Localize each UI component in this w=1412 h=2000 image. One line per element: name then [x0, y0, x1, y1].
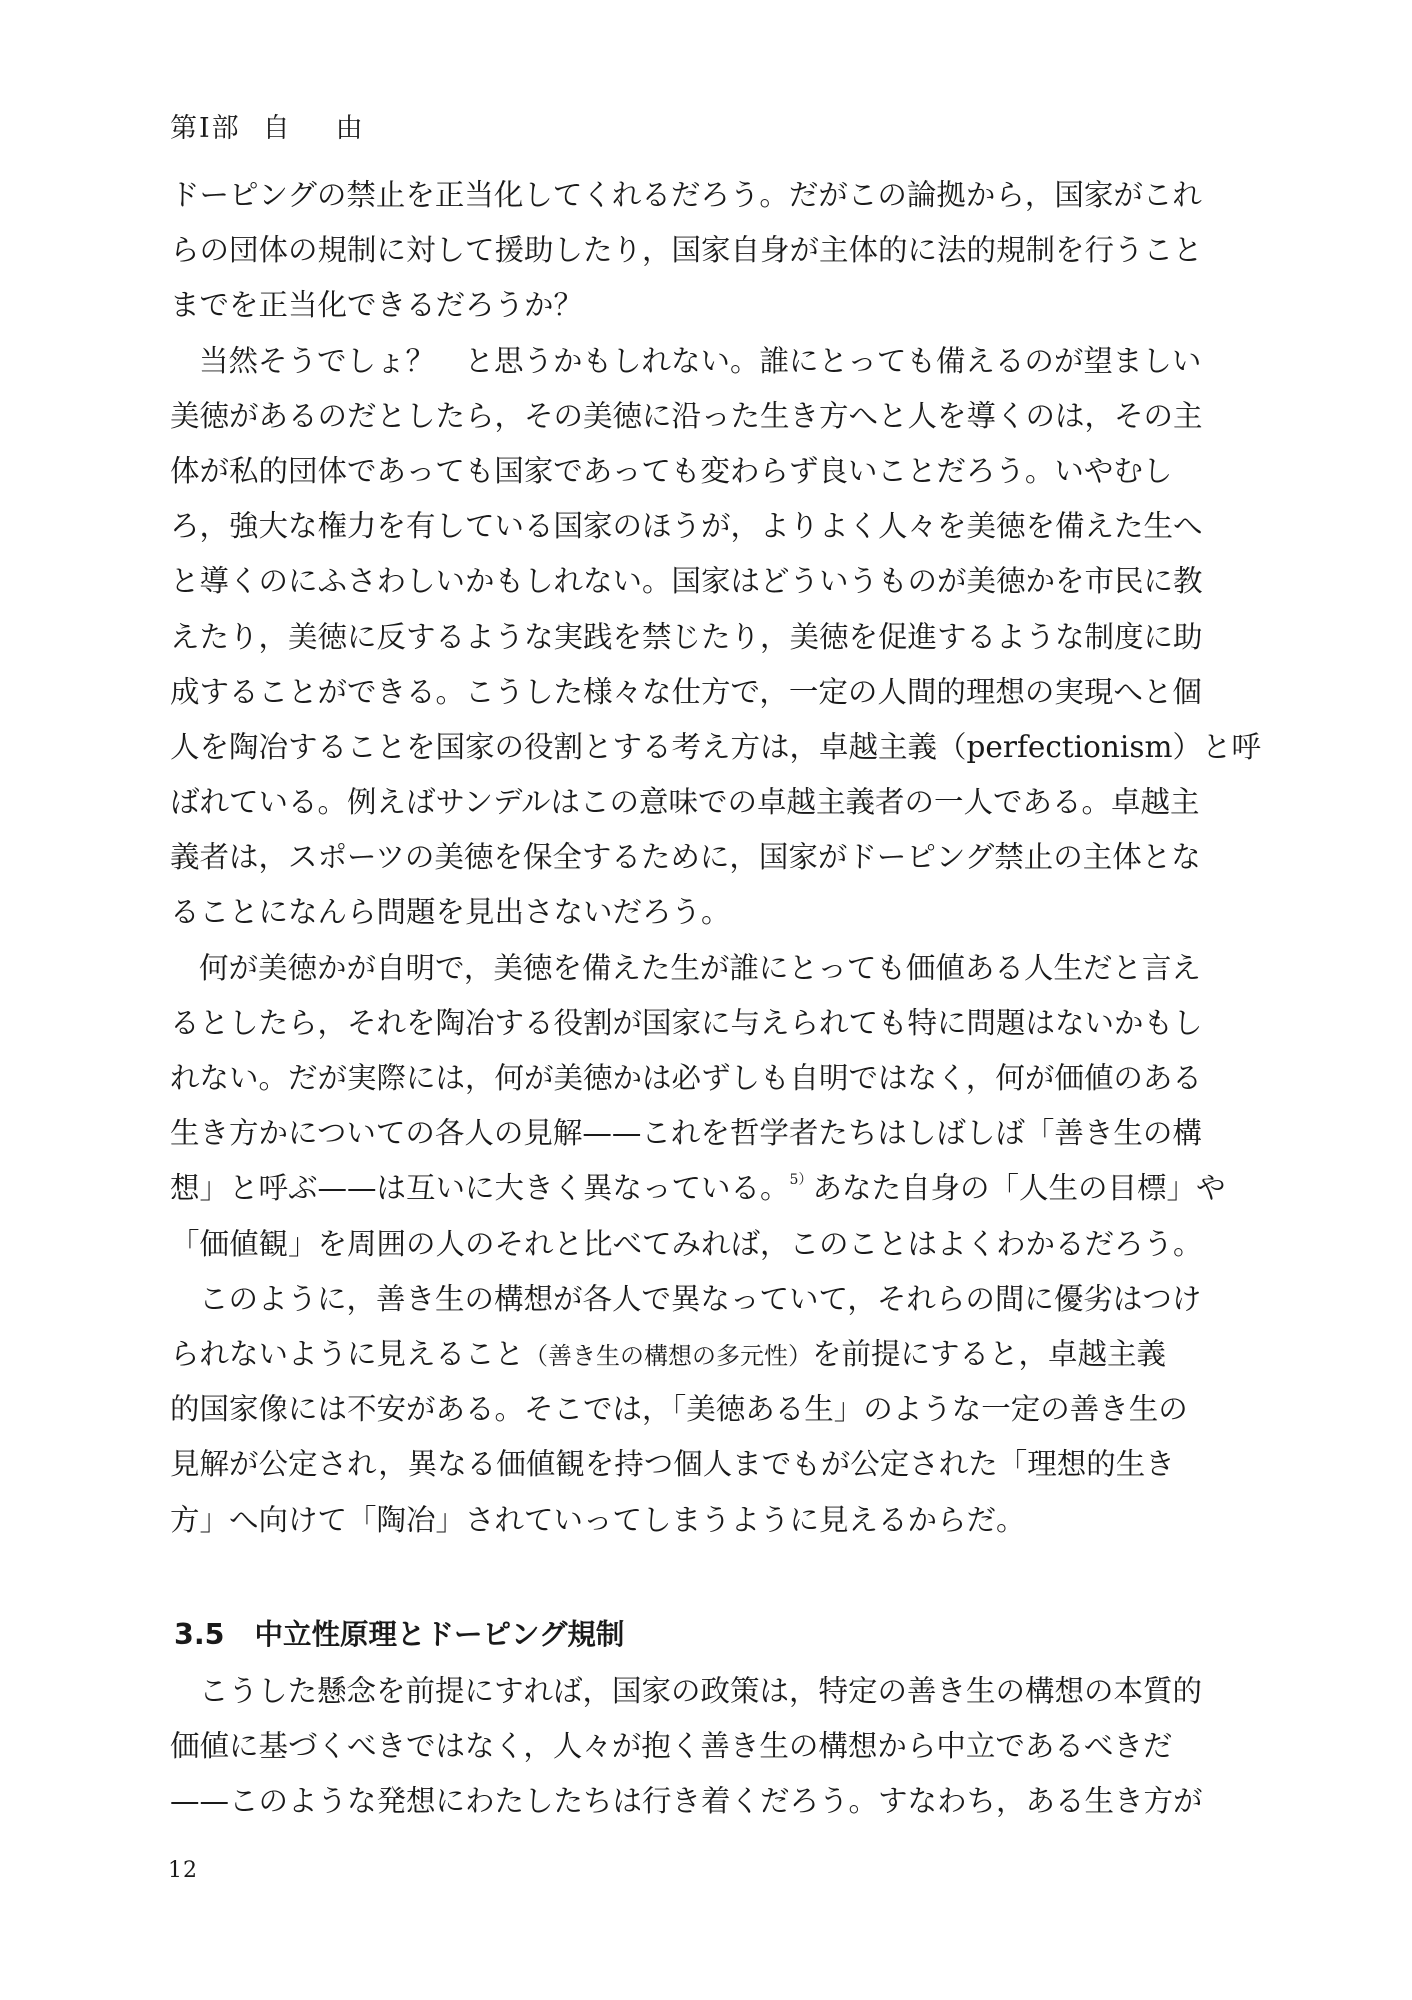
text-line: 体が私的団体であっても国家であっても変わらず良いことだろう。いやむし	[170, 453, 1173, 488]
text-line: 義者は，スポーツの美徳を保全するために，国家がドーピング禁止の主体とな	[170, 840, 1201, 875]
text-line: れない。だが実際には，何が美徳かは必ずしも自明ではなく，何が価値のある	[170, 1061, 1202, 1095]
text-line: 的国家像には不安がある。そこでは，「美徳ある生」のような一定の善き生の	[170, 1392, 1188, 1427]
text-line: 方」へ向けて「陶冶」されていってしまうように見えるからだ。	[170, 1502, 1026, 1537]
text-line-with-small-text	[170, 1327, 1232, 1382]
text-line: 何が美徳かが自明で，美徳を備えた生が誰にとっても価値ある人生だと言え	[199, 950, 1201, 985]
body-text	[170, 168, 1261, 1829]
text-line: ——このような発想にわたしたちは行き着くだろう。すなわち，ある生き方が	[170, 1784, 1203, 1819]
text-line: ろ，強大な権力を有している国家のほうが，よりよく人々を美徳を備えた生へ	[170, 509, 1203, 544]
text-segment: 想」と呼ぶ——は互いに大きく異なっている。	[170, 1171, 790, 1206]
text-line: 「価値観」を周囲の人のそれと比べてみれば，このことはよくわかるだろう。	[170, 1226, 1203, 1261]
text-line: ることになんら問題を見出さないだろう。	[170, 895, 731, 930]
text-line: ドーピングの禁止を正当化してくれるだろう。だがこの論拠から，国家がこれ	[170, 178, 1202, 212]
text-line: このように，善き生の構想が各人で異なっていて，それらの間に優劣はつけ	[199, 1281, 1202, 1316]
page-number: 12	[168, 1858, 198, 1883]
running-head-title-1: 自	[262, 113, 292, 144]
text-segment: られないように見えること	[170, 1336, 525, 1371]
text-line: 生き方かについての各人の見解——これを哲学者たちはしばしば「善き生の構	[170, 1116, 1202, 1151]
running-head-title-2: 由	[335, 113, 365, 144]
text-line: と導くのにふさわしいかもしれない。国家はどういうものが美徳かを市民に教	[170, 564, 1203, 599]
section-heading	[170, 1606, 1232, 1664]
text-line: 美徳があるのだとしたら，その美徳に沿った生き方へと人を導くのは，その主	[170, 398, 1203, 433]
footnote-marker[interactable]: 5）	[789, 1172, 813, 1189]
text-line: こうした懸念を前提にすれば，国家の政策は，特定の善き生の構想の本質的	[199, 1673, 1203, 1708]
text-line: らの団体の規制に対して援助したり，国家自身が主体的に法的規制を行うこと	[170, 233, 1203, 268]
text-line: 価値に基づくべきではなく，人々が抱く善き生の構想から中立であるべきだ	[170, 1728, 1173, 1763]
text-line: るとしたら，それを陶冶する役割が国家に与えられても特に問題はないかもし	[170, 1005, 1203, 1040]
text-line: 人を陶冶することを国家の役割とする考え方は，卓越主義（perfectionism）と呼	[170, 729, 1261, 764]
running-head-part: 第Ⅰ部	[170, 113, 241, 144]
text-line: ばれている。例えばサンデルはこの意味での卓越主義者の一人である。卓越主	[170, 785, 1200, 820]
text-line: 当然そうでしょ？ と思うかもしれない。誰にとっても備えるのが望ましい	[199, 343, 1202, 378]
text-segment: あなた自身の「人生の目標」や	[812, 1171, 1226, 1206]
section-title: 中立性原理とドーピング規制	[254, 1617, 625, 1651]
text-line: えたり，美徳に反するような実践を禁じたり，美徳を促進するような制度に助	[170, 619, 1203, 654]
text-line-with-note	[170, 1161, 1232, 1216]
running-head	[170, 106, 365, 145]
text-line: 成することができる。こうした様々な仕方で，一定の人間的理想の実現へと個	[170, 674, 1202, 709]
text-segment: を前提にすると，卓越主義	[812, 1336, 1167, 1371]
text-line: 見解が公定され，異なる価値観を持つ個人までもが公定された「理想的生き	[170, 1447, 1175, 1482]
section-number: 3.5	[174, 1617, 225, 1651]
text-line: までを正当化できるだろうか？	[170, 288, 584, 323]
section-spacer	[170, 1548, 1232, 1606]
parenthetical-small: （善き生の構想の多元性）	[524, 1341, 813, 1370]
